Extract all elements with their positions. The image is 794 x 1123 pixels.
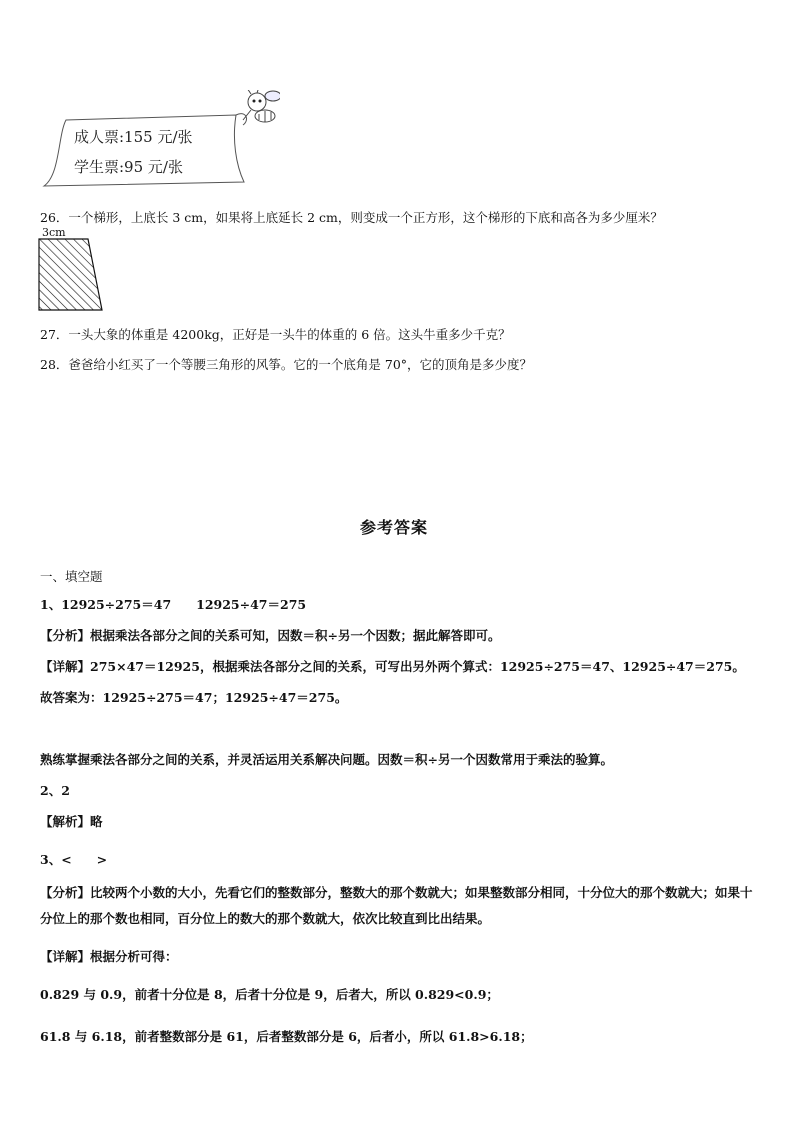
answer-1-analysis: 【分析】根据乘法各部分之间的关系可知，因数＝积÷另一个因数；据此解答即可。 bbox=[40, 628, 501, 643]
answer-3-line-1: 0.829 与 0.9，前者十分位是 8，后者十分位是 9，后者大，所以 0.829<0.9； bbox=[40, 987, 499, 1002]
hatched-trapezoid-figure bbox=[38, 238, 106, 312]
answer-1-note: 熟练掌握乘法各部分之间的关系，并灵活运用关系解决问题。因数＝积÷另一个因数常用于乘法的验算。 bbox=[40, 752, 613, 767]
question-28: 28．爸爸给小红买了一个等腰三角形的风筝。它的一个底角是 70°，它的顶角是多少度？ bbox=[40, 357, 533, 372]
adult-ticket-price: 成人票:155 元/张 bbox=[74, 128, 193, 146]
question-27: 27．一头大象的体重是 4200kg，正好是一头牛的体重的 6 倍。这头牛重多少千克？ bbox=[40, 327, 511, 342]
answer-3-detail: 【详解】根据分析可得： bbox=[40, 949, 178, 964]
answer-1-detail: 【详解】275×47＝12925，根据乘法各部分之间的关系，可写出另外两个算式：12925÷275＝47、12925÷47＝275。 bbox=[40, 659, 745, 674]
answer-2: 2、2 bbox=[40, 783, 70, 798]
answer-3: 3、< > bbox=[40, 852, 108, 867]
answer-1: 1、12925÷275＝47 12925÷47＝275 bbox=[40, 597, 307, 612]
answer-3-line-2: 61.8 与 6.18，前者整数部分是 61，后者整数部分是 6，后者小，所以 61.8>6.18； bbox=[40, 1029, 533, 1044]
trapezoid-top-label: 3cm bbox=[42, 226, 66, 239]
answer-3-analysis: 【分析】比较两个小数的大小，先看它们的整数部分，整数大的那个数就大；如果整数部分相同，十分位大的那个数就大；如果十分位上的那个数也相同，百分位上的数大的那个数就大，依次比较直到比出结果。 bbox=[40, 885, 753, 926]
answer-2-analysis: 【解析】略 bbox=[40, 814, 103, 829]
bee-icon bbox=[243, 90, 280, 122]
answers-title: 参考答案 bbox=[360, 518, 429, 537]
question-26: 26．一个梯形，上底长 3 cm，如果将上底延长 2 cm，则变成一个正方形，这个梯形的下底和高各为多少厘米？ bbox=[40, 210, 663, 225]
ticket-price-sign bbox=[40, 90, 270, 190]
section-fill-blank-heading: 一、填空题 bbox=[40, 569, 103, 584]
student-ticket-price: 学生票:95 元/张 bbox=[74, 158, 183, 176]
answer-1-conclusion: 故答案为：12925÷275＝47；12925÷47＝275。 bbox=[40, 690, 348, 705]
